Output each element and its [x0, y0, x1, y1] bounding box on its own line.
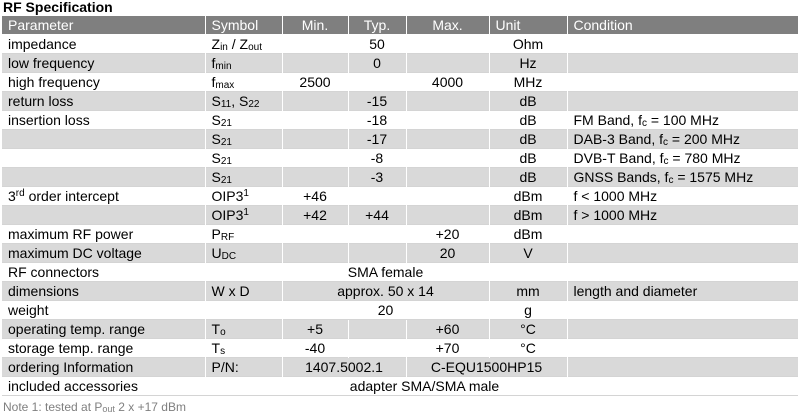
cell-condition — [567, 320, 798, 339]
cell-value-span: approx. 50 x 14 — [282, 282, 489, 301]
cell-symbol — [205, 35, 282, 54]
cell-typ — [348, 339, 406, 358]
cell-unit: °C — [489, 320, 567, 339]
cell-parameter: return loss — [2, 92, 205, 111]
cell-condition — [567, 301, 798, 320]
cell-symbol — [205, 111, 282, 130]
cell-symbol — [205, 339, 282, 358]
text-part: length and diameter — [573, 283, 698, 299]
cell-parameter: ordering Information — [2, 358, 205, 377]
footnote — [3, 399, 186, 415]
cell-parameter: maximum RF power — [2, 225, 205, 244]
cell-min — [282, 130, 348, 149]
cell-typ: 50 — [348, 35, 406, 54]
text-part: T — [211, 321, 221, 337]
section-title: RF Specification — [3, 0, 113, 15]
subscript: 21 — [220, 175, 232, 186]
cell-unit: MHz — [489, 73, 567, 92]
cell-condition — [567, 187, 798, 206]
text-part: f < 1000 MHz — [573, 188, 658, 204]
cell-condition — [567, 92, 798, 111]
cell-min — [282, 168, 348, 187]
cell-value-span: SMA female — [282, 263, 489, 282]
cell-min — [282, 149, 348, 168]
cell-typ — [348, 320, 406, 339]
cell-max — [406, 187, 489, 206]
table-row — [2, 187, 798, 206]
text-part: = 100 MHz — [646, 112, 719, 128]
cell-parameter: low frequency — [2, 54, 205, 73]
text-part: OIP3 — [211, 188, 244, 204]
subscript: o — [220, 327, 226, 338]
cell-unit: dBm — [489, 187, 567, 206]
table-row — [2, 130, 798, 149]
cell-condition — [567, 377, 798, 396]
text-part: S — [211, 150, 221, 166]
table-row — [2, 92, 798, 111]
cell-min: +46 — [282, 187, 348, 206]
text-part: DVB-T Band, f — [573, 150, 664, 166]
cell-typ: -3 — [348, 168, 406, 187]
cell-condition — [567, 263, 798, 282]
table-row — [2, 73, 798, 92]
cell-condition — [567, 358, 798, 377]
subscript: c — [663, 156, 669, 167]
cell-typ — [348, 73, 406, 92]
text-part: FM Band, f — [573, 112, 642, 128]
cell-condition — [567, 111, 798, 130]
col-header-max: Max. — [406, 16, 489, 35]
cell-symbol — [205, 244, 282, 263]
table-row — [2, 168, 798, 187]
table-row — [2, 111, 798, 130]
cell-parameter: maximum DC voltage — [2, 244, 205, 263]
cell-symbol — [205, 187, 282, 206]
cell-parameter: dimensions — [2, 282, 205, 301]
subscript: 22 — [248, 99, 260, 110]
cell-min — [282, 225, 348, 244]
subscript: min — [215, 61, 232, 72]
cell-min — [282, 92, 348, 111]
cell-condition — [567, 282, 798, 301]
table-row — [2, 54, 798, 73]
col-header-unit: Unit — [489, 16, 567, 35]
table-row — [2, 358, 798, 377]
text-part: S — [211, 131, 221, 147]
cell-max — [406, 111, 489, 130]
col-header-condition: Condition — [567, 16, 798, 35]
cell-condition — [567, 54, 798, 73]
cell-unit: g — [489, 301, 567, 320]
col-header-min: Min. — [282, 16, 348, 35]
text-part: 2 x +17 dBm — [114, 400, 186, 414]
cell-parameter — [2, 187, 205, 206]
cell-unit: dB — [489, 111, 567, 130]
cell-max — [406, 130, 489, 149]
cell-condition — [567, 149, 798, 168]
cell-min — [282, 54, 348, 73]
cell-condition — [567, 206, 798, 225]
subscript: c — [663, 137, 668, 148]
text-part: Z — [211, 36, 221, 52]
cell-max: +70 — [406, 339, 489, 358]
subscript: 1 — [243, 188, 249, 199]
cell-condition — [567, 73, 798, 92]
cell-parameter: high frequency — [2, 73, 205, 92]
subscript: c — [641, 118, 647, 129]
cell-typ — [348, 187, 406, 206]
text-part: f — [211, 74, 216, 90]
text-part: GNSS Bands, f — [573, 169, 669, 185]
cell-max — [406, 149, 489, 168]
cell-typ: -18 — [348, 111, 406, 130]
text-part: f > 1000 MHz — [573, 207, 658, 223]
cell-parameter: impedance — [2, 35, 205, 54]
cell-parameter: storage temp. range — [2, 339, 205, 358]
cell-min — [282, 244, 348, 263]
cell-parameter: insertion loss — [2, 111, 205, 130]
text-part: S — [211, 93, 221, 109]
subscript: 21 — [220, 137, 232, 148]
cell-symbol — [205, 168, 282, 187]
text-part: DAB-3 Band, f — [573, 131, 663, 147]
cell-typ: -15 — [348, 92, 406, 111]
cell-unit: dBm — [489, 225, 567, 244]
text-part: 3 — [8, 188, 16, 204]
cell-condition — [567, 225, 798, 244]
text-part: Note 1: tested at P — [3, 400, 103, 414]
text-part: = 1575 MHz — [673, 169, 754, 185]
cell-value-span: adapter SMA/SMA male — [282, 377, 567, 396]
text-part: / Z — [227, 36, 249, 52]
subscript: 1 — [243, 207, 249, 218]
table-row — [2, 206, 798, 225]
table-row — [2, 225, 798, 244]
cell-typ: 0 — [348, 54, 406, 73]
cell-symbol — [205, 206, 282, 225]
cell-unit: Ohm — [489, 35, 567, 54]
text-part: P/N: — [211, 359, 239, 375]
cell-unit: mm — [489, 282, 567, 301]
subscript: DC — [221, 251, 237, 262]
cell-unit: dB — [489, 168, 567, 187]
cell-parameter: included accessories — [2, 377, 205, 396]
text-part: U — [211, 245, 222, 261]
cell-max — [406, 54, 489, 73]
cell-min: +42 — [282, 206, 348, 225]
cell-condition — [567, 168, 798, 187]
text-part: S — [211, 169, 221, 185]
cell-min — [282, 111, 348, 130]
cell-unit: Hz — [489, 54, 567, 73]
cell-symbol — [205, 282, 282, 301]
cell-parameter — [2, 168, 205, 187]
cell-min — [282, 35, 348, 54]
subscript: rd — [15, 188, 25, 199]
header-row — [2, 16, 798, 35]
cell-unit: dBm — [489, 206, 567, 225]
cell-unit: V — [489, 244, 567, 263]
cell-symbol — [205, 225, 282, 244]
cell-max: +60 — [406, 320, 489, 339]
cell-unit — [489, 263, 567, 282]
cell-typ: -8 — [348, 149, 406, 168]
text-part: P — [211, 226, 221, 242]
subscript: c — [668, 175, 674, 186]
cell-min: 2500 — [282, 73, 348, 92]
cell-typ: -17 — [348, 130, 406, 149]
text-part: = 200 MHz — [668, 131, 740, 147]
text-part: T — [211, 340, 221, 356]
table-row — [2, 244, 798, 263]
cell-max — [406, 168, 489, 187]
cell-unit: dB — [489, 149, 567, 168]
cell-parameter: RF connectors — [2, 263, 205, 282]
cell-parameter: operating temp. range — [2, 320, 205, 339]
cell-symbol — [205, 320, 282, 339]
cell-max: 4000 — [406, 73, 489, 92]
cell-symbol — [205, 263, 282, 282]
table-row — [2, 263, 798, 282]
cell-unit: dB — [489, 92, 567, 111]
col-header-parameter: Parameter — [2, 16, 205, 35]
text-part: S — [211, 112, 221, 128]
text-part: = 780 MHz — [668, 150, 741, 166]
cell-symbol — [205, 92, 282, 111]
spec-table-body — [2, 35, 798, 396]
subscript: in — [220, 42, 228, 53]
table-row — [2, 301, 798, 320]
table-row — [2, 149, 798, 168]
table-row — [2, 320, 798, 339]
cell-symbol — [205, 73, 282, 92]
cell-min: +5 — [282, 320, 348, 339]
text-part: f — [211, 55, 216, 71]
cell-max — [406, 35, 489, 54]
cell-condition — [567, 35, 798, 54]
cell-max — [406, 206, 489, 225]
cell-condition — [567, 130, 798, 149]
cell-min: -40 — [282, 339, 348, 358]
text-part: order intercept — [24, 188, 119, 204]
cell-typ — [348, 225, 406, 244]
text-part: , S — [231, 93, 249, 109]
cell-parameter — [2, 130, 205, 149]
cell-typ: +44 — [348, 206, 406, 225]
table-row — [2, 282, 798, 301]
cell-typ — [348, 244, 406, 263]
cell-symbol — [205, 301, 282, 320]
subscript: s — [220, 346, 226, 357]
cell-value-span: C-EQU1500HP15 — [406, 358, 567, 377]
cell-parameter: weight — [2, 301, 205, 320]
cell-parameter — [2, 206, 205, 225]
cell-max: +20 — [406, 225, 489, 244]
cell-symbol — [205, 54, 282, 73]
cell-max: 20 — [406, 244, 489, 263]
cell-symbol — [205, 149, 282, 168]
cell-condition — [567, 244, 798, 263]
cell-unit: dB — [489, 130, 567, 149]
col-header-typ: Typ. — [348, 16, 406, 35]
subscript: out — [248, 42, 262, 53]
subscript: 21 — [220, 156, 232, 167]
table-row — [2, 339, 798, 358]
cell-unit: °C — [489, 339, 567, 358]
subscript: RF — [220, 232, 235, 243]
col-header-symbol: Symbol — [205, 16, 282, 35]
cell-value-span: 1407.5002.1 — [282, 358, 406, 377]
subscript: 21 — [220, 118, 232, 129]
table-row — [2, 377, 798, 396]
subscript: 11 — [220, 99, 232, 110]
cell-condition — [567, 339, 798, 358]
cell-max — [406, 92, 489, 111]
cell-value-span: 20 — [282, 301, 489, 320]
spec-table — [2, 16, 798, 396]
table-row — [2, 35, 798, 54]
cell-parameter — [2, 149, 205, 168]
text-part: W x D — [211, 283, 250, 299]
subscript: max — [215, 80, 235, 91]
cell-symbol — [205, 358, 282, 377]
cell-symbol — [205, 377, 282, 396]
subscript: out — [102, 404, 115, 414]
cell-symbol — [205, 130, 282, 149]
text-part: OIP3 — [211, 207, 244, 223]
